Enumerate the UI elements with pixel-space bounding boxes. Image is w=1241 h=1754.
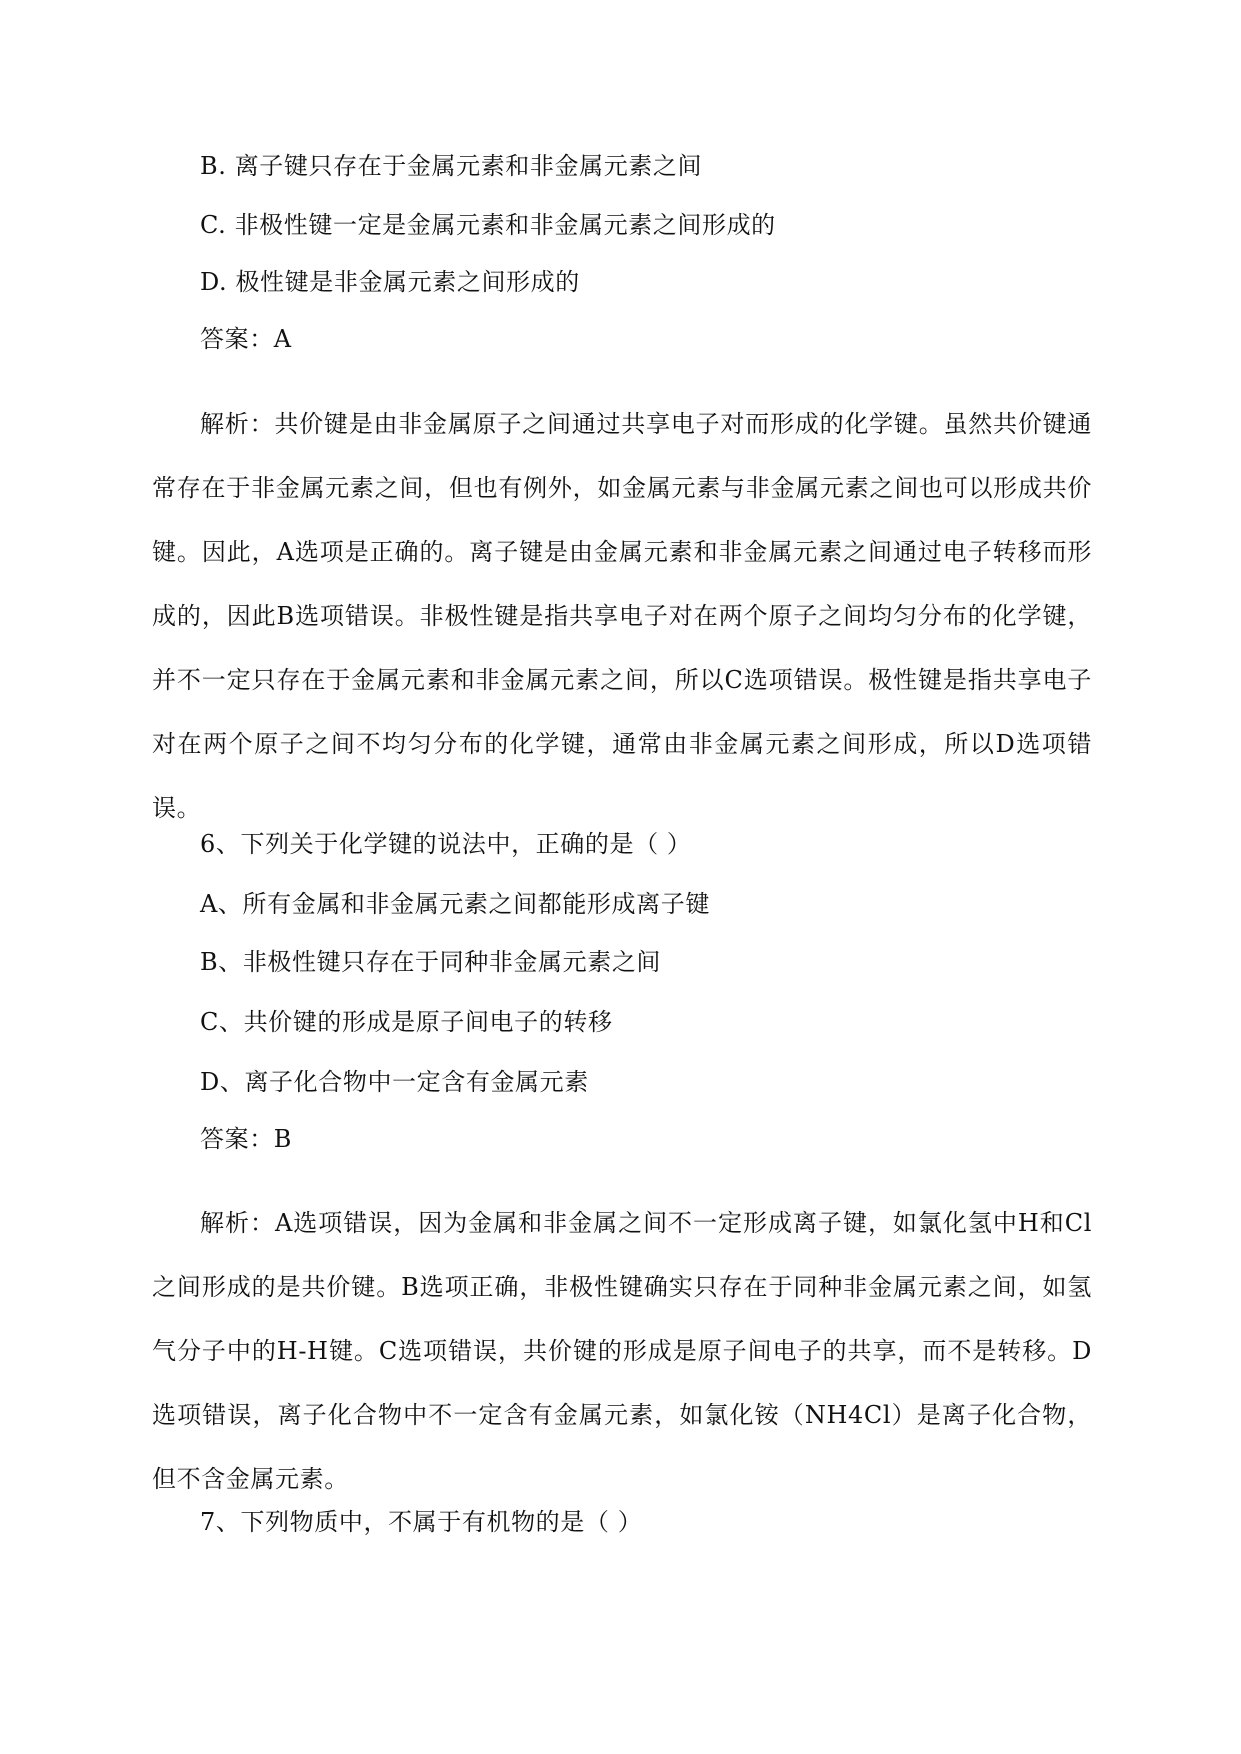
q5-option-b: B. 离子键只存在于金属元素和非金属元素之间	[200, 152, 703, 180]
q6-option-c: C、共价键的形成是原子间电子的转移	[200, 1008, 613, 1036]
q5-option-c: C. 非极性键一定是金属元素和非金属元素之间形成的	[200, 211, 776, 239]
q6-analysis: 解析：A选项错误，因为金属和非金属之间不一定形成离子键，如氯化氢中H和Cl之间形成的是共价键。B选项正确，非极性键确实只存在于同种非金属元素之间，如氢气分子中的H-H键。C选项错误，共价键的形成是原子间电子的共享，而不是转移。D选项错误，离子化合物中不一定含有金属元素，如氯化铵（NH4Cl）是离子化合物，但不含金属元素。	[152, 1209, 1092, 1493]
q6-option-d: D、离子化合物中一定含有金属元素	[200, 1068, 589, 1096]
q6-question: 6、下列关于化学键的说法中，正确的是（ ）	[200, 830, 692, 858]
q6-answer: 答案：B	[200, 1125, 293, 1153]
q5-option-d: D. 极性键是非金属元素之间形成的	[200, 268, 580, 296]
q7-question: 7、下列物质中，不属于有机物的是（ ）	[200, 1508, 643, 1536]
q6-option-a: A、所有金属和非金属元素之间都能形成离子键	[200, 890, 710, 918]
q5-answer: 答案：A	[200, 325, 292, 353]
q5-analysis: 解析：共价键是由非金属原子之间通过共享电子对而形成的化学键。虽然共价键通常存在于非金属元素之间，但也有例外，如金属元素与非金属元素之间也可以形成共价键。因此，A选项是正确的。离子键是由金属元素和非金属元素之间通过电子转移而形成的，因此B选项错误。非极性键是指共享电子对在两个原子之间均匀分布的化学键，并不一定只存在于金属元素和非金属元素之间，所以C选项错误。极性键是指共享电子对在两个原子之间不均匀分布的化学键，通常由非金属元素之间形成，所以D选项错误。	[152, 410, 1092, 822]
q6-option-b: B、非极性键只存在于同种非金属元素之间	[200, 948, 662, 976]
